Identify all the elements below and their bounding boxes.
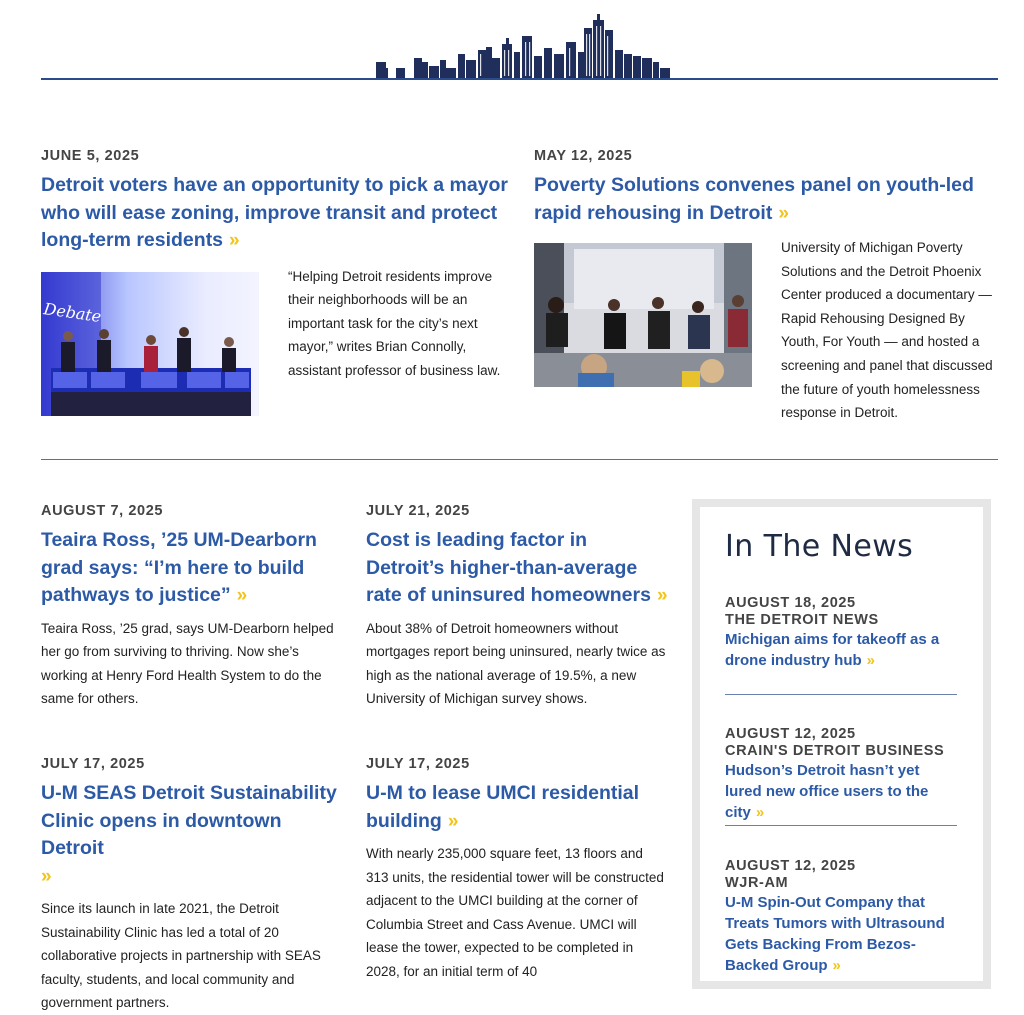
article-date: MAY 12, 2025 xyxy=(534,148,633,164)
chevron-right-icon: » xyxy=(866,652,872,669)
headline-text: U-M to lease UMCI residential building xyxy=(366,782,640,832)
article-teaser xyxy=(366,756,666,984)
news-divider xyxy=(725,694,957,695)
feature-media xyxy=(41,268,511,416)
news-date: AUGUST 18, 2025 xyxy=(725,595,856,611)
news-source: CRAIN'S DETROIT BUSINESS xyxy=(725,743,945,759)
news-headline-link[interactable] xyxy=(725,892,957,976)
news-item xyxy=(725,595,957,671)
news-date: AUGUST 12, 2025 xyxy=(725,858,856,874)
feature-media xyxy=(534,240,1004,425)
headline-text: U-M SEAS Detroit Sustainability Clinic opens in downtown Detroit xyxy=(41,782,337,859)
news-item xyxy=(725,726,957,823)
headline-text: U-M Spin-Out Company that Treats Tumors with Ultrasound Gets Backing From Bezos-Backed Group xyxy=(725,894,945,974)
article-blurb: About 38% of Detroit homeowners without mortgages report being uninsured, nearly twice as high as the national average of 19.5%, a new University of Michigan survey shows. xyxy=(366,620,666,707)
article-date: AUGUST 7, 2025 xyxy=(41,503,164,519)
in-the-news-panel xyxy=(692,499,991,989)
header-rule xyxy=(41,78,998,80)
news-source: THE DETROIT NEWS xyxy=(725,612,879,628)
article-teaser xyxy=(41,756,341,1015)
article-headline-link[interactable] xyxy=(366,527,666,610)
chevron-right-icon: » xyxy=(656,585,663,606)
article-headline-link[interactable] xyxy=(534,172,1004,227)
headline-text: Cost is leading factor in Detroit’s higher-than-average rate of uninsured homeowners xyxy=(366,529,651,606)
chevron-right-icon: » xyxy=(447,810,454,832)
debate-backdrop-text: Debate xyxy=(42,298,103,326)
feature-article-2 xyxy=(534,148,1004,425)
headline-text: Detroit voters have an opportunity to pick a mayor who will ease zoning, improve transit and protect long-term residents xyxy=(41,174,509,251)
feature-article-1 xyxy=(41,148,511,416)
article-date: JUNE 5, 2025 xyxy=(41,148,140,164)
article-blurb: With nearly 235,000 square feet, 13 floors and 313 units, the residential tower will be constructed adjacent to the UMCI building at the corner of Columbia Street and Cass Avenue. UMCI will lease the tower, expected to be completed in 2028, for an initial term of 40 xyxy=(366,846,664,979)
news-date: AUGUST 12, 2025 xyxy=(725,726,856,742)
chevron-right-icon: » xyxy=(755,804,761,821)
headline-text: Poverty Solutions convenes panel on youth-led rapid rehousing in Detroit xyxy=(534,174,974,224)
article-date: JULY 17, 2025 xyxy=(41,756,145,772)
section-divider xyxy=(41,459,998,460)
header xyxy=(41,0,998,82)
chevron-right-icon: » xyxy=(41,865,47,887)
article-headline-link[interactable] xyxy=(41,527,341,610)
debate-stage-photo[interactable] xyxy=(41,272,259,416)
article-blurb: Teaira Ross, ’25 grad, says UM-Dearborn helped her go from surviving to thriving. Now she’s working at Henry Ford Health System to do the same for others. xyxy=(41,620,334,707)
chevron-right-icon: » xyxy=(236,585,243,606)
chevron-right-icon: » xyxy=(778,202,784,224)
headline-text: Michigan aims for takeoff as a drone industry hub xyxy=(725,631,940,669)
news-divider xyxy=(725,825,957,826)
news-headline-link[interactable] xyxy=(725,629,957,671)
detroit-skyline-logo xyxy=(374,14,672,80)
article-teaser xyxy=(366,503,666,711)
article-blurb: University of Michigan Poverty Solutions and the Detroit Phoenix Center produced a documentary — Rapid Rehousing Designed By Youth, For Youth — and hosted a screening and panel that discussed the future of youth homelessness response in Detroit. xyxy=(781,240,993,421)
news-source: WJR-AM xyxy=(725,875,789,891)
article-headline-link[interactable] xyxy=(366,780,666,835)
article-teaser xyxy=(41,503,341,711)
article-blurb: “Helping Detroit residents improve their neighborhoods will be an important task for the city’s next mayor,” writes Brian Connolly, assistant professor of business law. xyxy=(288,268,501,378)
headline-text: Teaira Ross, ’25 UM-Dearborn grad says: “I’m here to build pathways to justice” xyxy=(41,529,317,606)
article-blurb: Since its launch in late 2021, the Detroit Sustainability Clinic has led a total of 20 collaborative projects in partnership with SEAS faculty, students, and local community and government partners. xyxy=(41,901,321,1011)
article-date: JULY 21, 2025 xyxy=(366,503,470,519)
headline-text: Hudson’s Detroit hasn’t yet lured new office users to the city xyxy=(725,762,929,821)
panel-discussion-photo[interactable] xyxy=(534,243,752,387)
article-headline-link[interactable] xyxy=(41,780,341,890)
news-panel-title: In The News xyxy=(725,529,914,564)
article-date: JULY 17, 2025 xyxy=(366,756,470,772)
chevron-right-icon: » xyxy=(832,957,837,974)
article-headline-link[interactable] xyxy=(41,172,511,255)
chevron-right-icon: » xyxy=(229,230,235,251)
news-headline-link[interactable] xyxy=(725,760,957,823)
news-item xyxy=(725,858,957,976)
